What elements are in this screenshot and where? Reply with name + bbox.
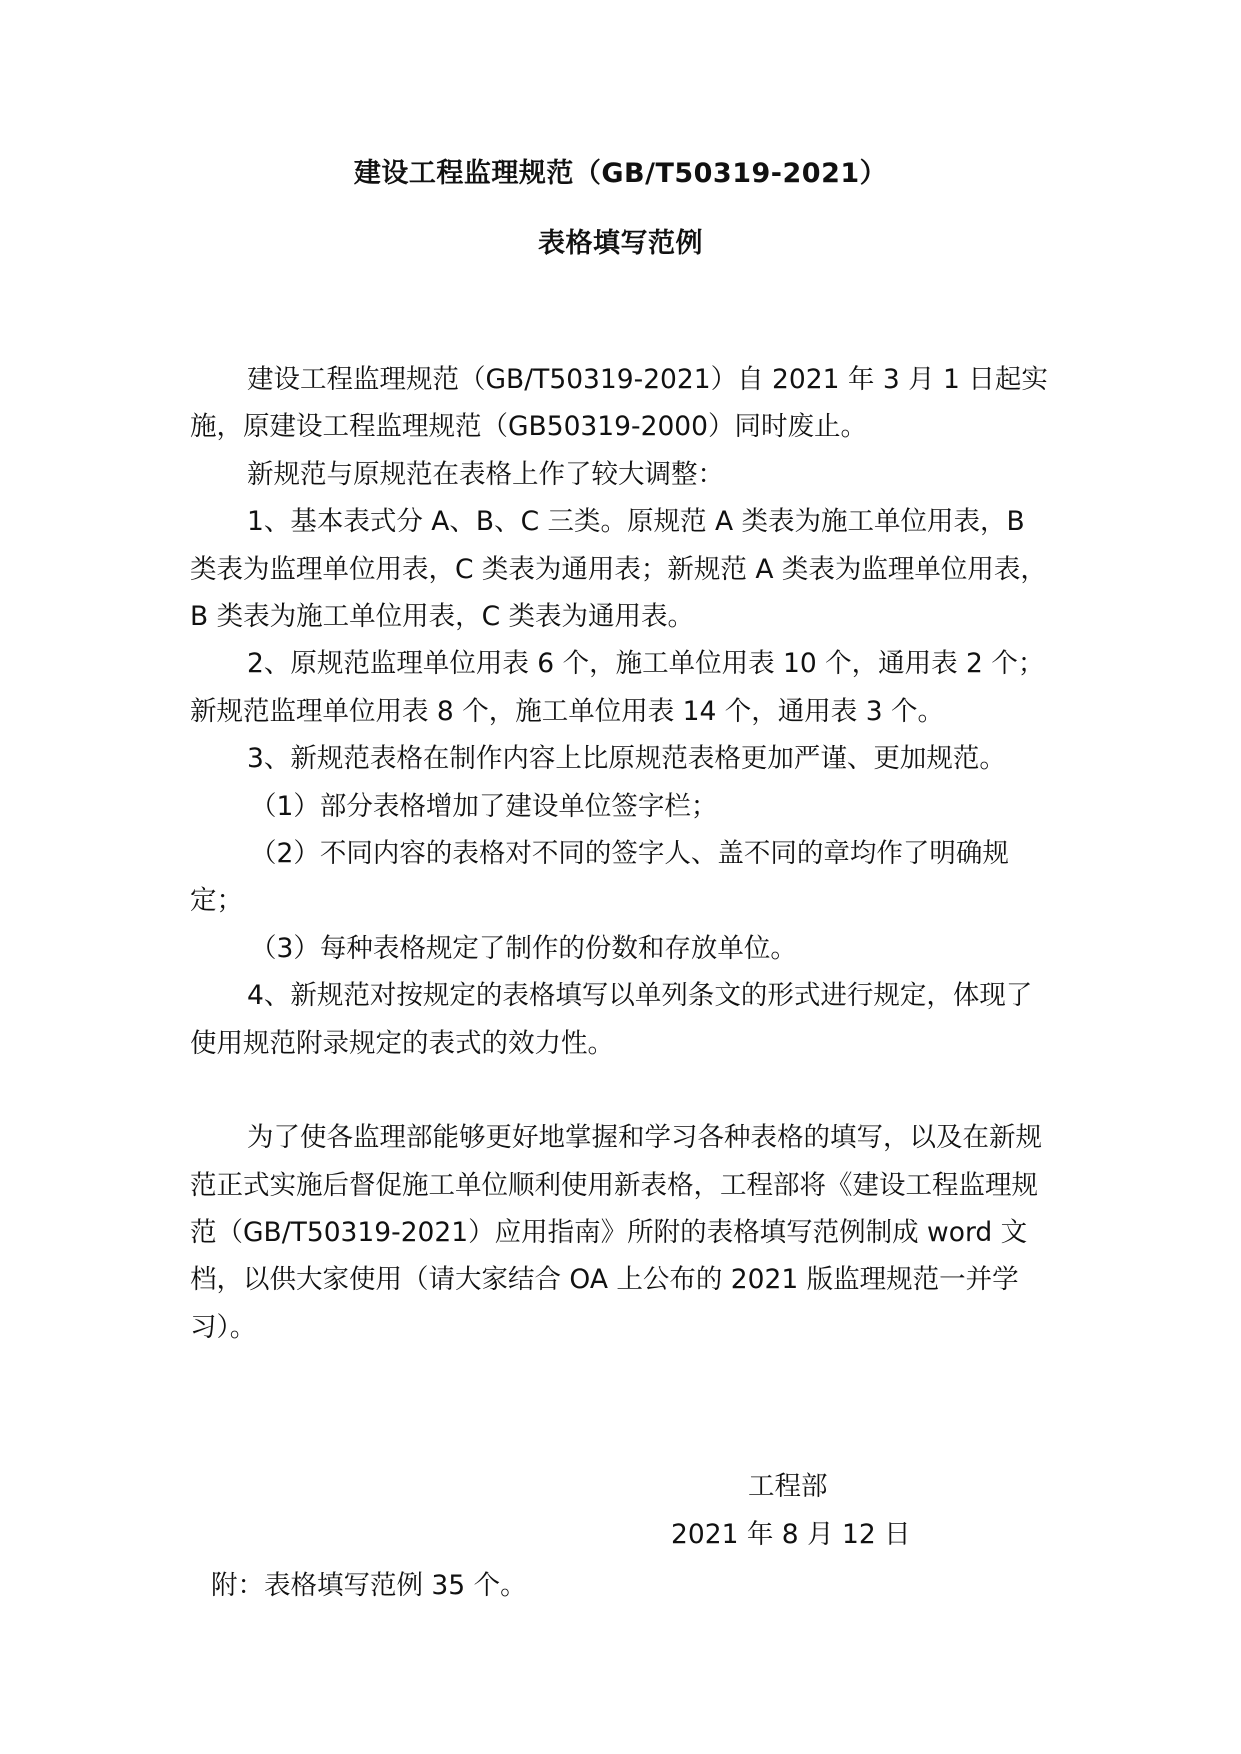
signing-date: 2021 年 8 月 12 日: [671, 1519, 911, 1550]
item-3-paragraph: 3、新规范表格在制作内容上比原规范表格更加严谨、更加规范。: [247, 743, 1006, 775]
intro-paragraph: 建设工程监理规范（GB/T50319-2021）自 2021 年 3 月 1 日起实施，原建设工程监理规范（GB50319-2000）同时废止。: [190, 364, 1048, 443]
signing-department: 工程部: [748, 1471, 828, 1502]
sub-item-2-paragraph: （2）不同内容的表格对不同的签字人、盖不同的章均作了明确规定；: [190, 838, 1009, 917]
sub-item-3-paragraph: （3）每种表格规定了制作的份数和存放单位。: [250, 932, 797, 964]
item-1-paragraph: 1、基本表式分 A、B、C 三类。原规范 A 类表为施工单位用表，B 类表为监理单位用表，C 类表为通用表；新规范 A 类表为监理单位用表，B 类表为施工单位用表，C 类表为通用表。: [190, 506, 1047, 633]
item-4-paragraph: 4、新规范对按规定的表格填写以单列条文的形式进行规定，体现了使用规范附录规定的表式的效力性。: [190, 980, 1033, 1059]
document-subtitle: 表格填写范例: [538, 228, 703, 259]
purpose-paragraph: 为了使各监理部能够更好地掌握和学习各种表格的填写，以及在新规范正式实施后督促施工单位顺利使用新表格，工程部将《建设工程监理规范（GB/T50319-2021）应用指南》所附的表格填写范例制成 word 文档，以供大家使用（请大家结合 OA 上公布的 2021 版监理规范一并学习）。: [190, 1122, 1042, 1343]
adjustment-paragraph: 新规范与原规范在表格上作了较大调整：: [247, 458, 724, 490]
attachment-note: 附：表格填写范例 35 个。: [211, 1570, 527, 1601]
sub-item-1-paragraph: （1）部分表格增加了建设单位签字栏；: [250, 790, 718, 822]
item-2-paragraph: 2、原规范监理单位用表 6 个，施工单位用表 10 个，通用表 2 个；新规范监理单位用表 8 个，施工单位用表 14 个，通用表 3 个。: [190, 648, 1045, 727]
document-title: 建设工程监理规范（GB/T50319-2021）: [353, 158, 888, 189]
document-body: [190, 356, 1055, 1351]
